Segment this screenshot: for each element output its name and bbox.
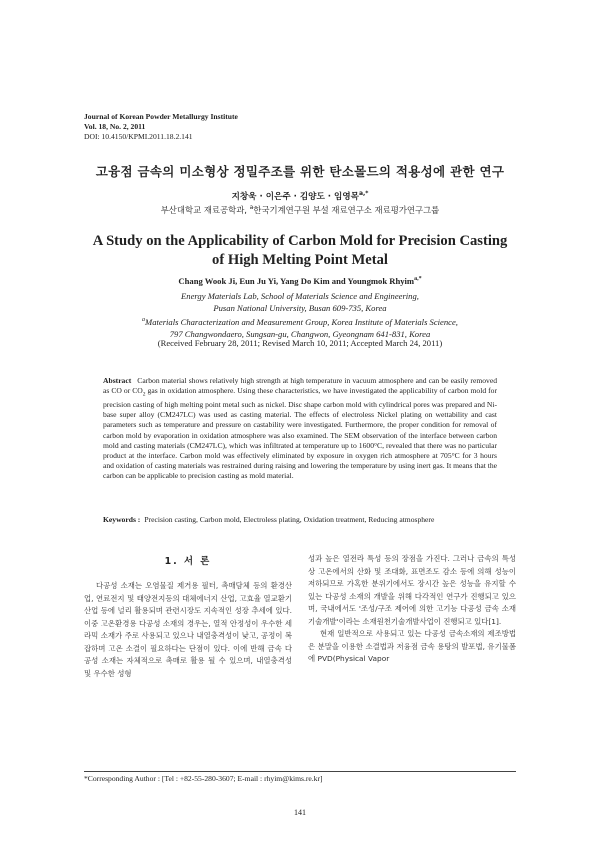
english-title-line2: of High Melting Point Metal (212, 252, 388, 268)
body-paragraph: 다공성 소재는 오염물질 제거용 필터, 촉매담체 등의 환경산업, 연료전지 및 태양전지등의 대체에너지 산업, 고효율 열교환기 산업 등에 널리 활용되며 관련시장도 지속적인 성장 추세에 있다. 이중 고온환경용 다공성 소재의 경우는, 열적 안정성이 우수한 세라믹 소재가 주로 사용되고 있으나 내열충격성이 낮고, 공정이 복잡하며 고온 소결이 필요하다는 단점이 있다. 이에 반해 금속 다공성 소재는 자체적으로 촉매로 활용 될 수 있으며, 내열충격성 및 우수한 성형 (84, 581, 292, 678)
english-affiliations (0, 290, 600, 340)
korean-author-mark: a,* (358, 190, 369, 198)
journal-doi: DOI: 10.4150/KPMI.2011.18.2.141 (84, 132, 193, 141)
abstract-text-2: gas in oxidation atmosphere. Using these characteristics, we have investigated the applicability of carbon mold for precision casting of high melting point metal such as nickel. Disc shape carbon mold with cylindrical pores was prepared and Ni-base super alloy (CM247LC) was used as casting material. The effects of electroless Nickel plating on wettability and cast parameters such as temperature and pressure on castability were investigated. Furthermore, the proper condition for removal of carbon mold by evaporation in oxidation atmosphere was also examined. The SEM observation of the interface between carbon mold and casting materials (CM247LC), which was infiltrated at temperature up to 1600°C, revealed that there was no particular product at the interface. Carbon mold was effectively eliminated by exposure in oxygen rich atmosphere at 705°C for 3 hours and oxidation of casting materials was restrained during raising and lowering the temperature by using inert gas. It means that the carbon can be applicable to precision casting as mold material. (103, 386, 497, 481)
body-paragraph: 성과 높은 열전라 특성 등의 장점을 가진다. 그러나 금속의 특성상 고온에서의 산화 및 조대화, 표면조도 감소 등에 의해 성능이 저하되므로 가혹한 분위기에서도 장시간 높은 성능을 유지할 수 있는 다공성 소재의 개발을 위해 다각적인 연구가 진행되고 있으며, 국내에서도 '조성/구조 제어에 의한 고기능 다공성 금속 소재 기술개발'이라는 소재원천기술개발사업이 진행되고 있다[1]. (308, 554, 516, 626)
english-aff1-line1: Energy Materials Lab, School of Materials Science and Engineering, (181, 291, 419, 301)
abstract-text-1: Carbon material shows relatively high strength at high temperature in vacuum atmosphere and can be easily removed as CO or CO (103, 376, 497, 396)
english-title (0, 232, 600, 270)
abstract-label: Abstract (103, 376, 132, 385)
keywords (103, 515, 497, 524)
korean-title: 고융점 금속의 미소형상 정밀주조를 위한 탄소몰드의 적용성에 관한 연구 (95, 164, 505, 179)
korean-authors (0, 190, 600, 202)
english-title-line1: A Study on the Applicability of Carbon Mold for Precision Casting (92, 233, 508, 249)
section-heading-introduction: 1. 서 론 (164, 556, 212, 567)
korean-author-names: 지창욱 · 이은주 · 김양도 · 임영목 (231, 192, 359, 202)
journal-header (84, 112, 238, 142)
korean-affiliation-mark: a (249, 204, 254, 212)
received-dates: (Received February 28, 2011; Revised March 10, 2011; Accepted March 24, 2011) (157, 338, 443, 348)
corresponding-author-footnote: *Corresponding Author : [Tel : +82-55-280-3607; E-mail : rhyim@kims.re.kr] (84, 774, 323, 783)
body-column-right (308, 553, 516, 666)
korean-affiliation-b: 한국기계연구원 부설 재료연구소 재료평가연구그룹 (253, 205, 440, 215)
english-aff2-mark: a (142, 317, 146, 323)
page-number: 141 (294, 808, 306, 817)
body-paragraph: 현재 일반적으로 사용되고 있는 다공성 금속소재의 제조방법은 분말을 이용한 소결법과 저융점 금속 용탕의 발포법, 유기물폼에 PVD(Physical Vapor (308, 629, 516, 663)
journal-volume: Vol. 18, No. 2, 2011 (84, 122, 146, 131)
korean-affiliation-a: 부산대학교 재료공학과, (160, 205, 250, 215)
english-author-mark: a,* (414, 276, 422, 283)
english-author-names: Chang Wook Ji, Eun Ju Yi, Yang Do Kim and Youngmok Rhyim (178, 276, 415, 286)
keywords-label: Keywords : (103, 515, 141, 524)
korean-affiliation (0, 204, 600, 216)
english-aff1-line2: Pusan National University, Busan 609-735, Korea (213, 303, 387, 313)
english-aff2-line1 (0, 314, 600, 328)
journal-name: Journal of Korean Powder Metallurgy Institute (84, 112, 238, 121)
english-aff2-text: Materials Characterization and Measurement Group, Korea Institute of Materials Science, (145, 316, 458, 327)
abstract-subscript: 2 (142, 391, 146, 398)
keywords-text: Precision casting, Carbon mold, Electroless plating, Oxidation treatment, Reducing atmosphere (144, 515, 435, 524)
footnote-divider (84, 771, 516, 772)
abstract (103, 376, 497, 482)
body-column-left (84, 580, 292, 680)
english-aff2-line2: 797 Changwondaero, Sungsan-gu, Changwon, Gyeongnam 641-831, Korea (169, 328, 431, 339)
english-authors (0, 276, 600, 286)
